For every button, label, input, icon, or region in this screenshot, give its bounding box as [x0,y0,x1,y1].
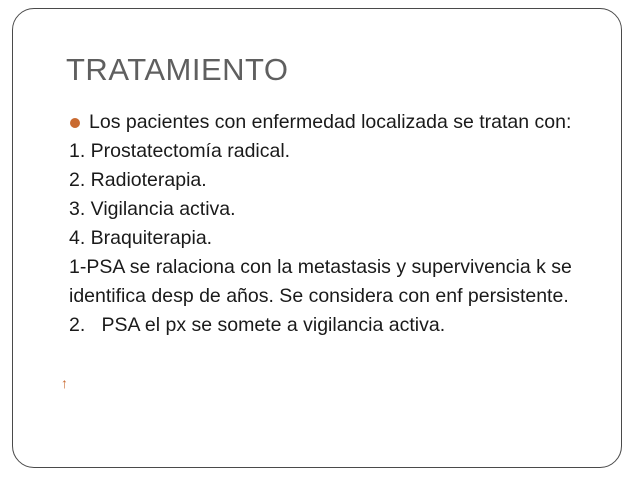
bullet-text: Los pacientes con enfermedad localizada se tratan con: [89,111,572,133]
bullet-item [69,108,589,137]
arrow-up-icon: ↑ [61,375,68,391]
slide-title: TRATAMIENTO [66,52,289,87]
bullet-dot-icon [70,118,80,128]
list-item-1: 1. Prostatectomía radical. [69,140,291,162]
list-item-4: 4. Braquiterapia. [69,227,213,249]
list-item-3: 3. Vigilancia activa. [69,198,236,220]
list-item-2: 2. Radioterapia. [69,169,207,191]
slide-body [69,108,589,340]
note-2: 2. PSA el px se somete a vigilancia activa. [69,314,446,336]
note-1: 1-PSA se ralaciona con la metastasis y supervivencia k se identifica desp de años. Se considera con enf persistente. [69,256,572,307]
